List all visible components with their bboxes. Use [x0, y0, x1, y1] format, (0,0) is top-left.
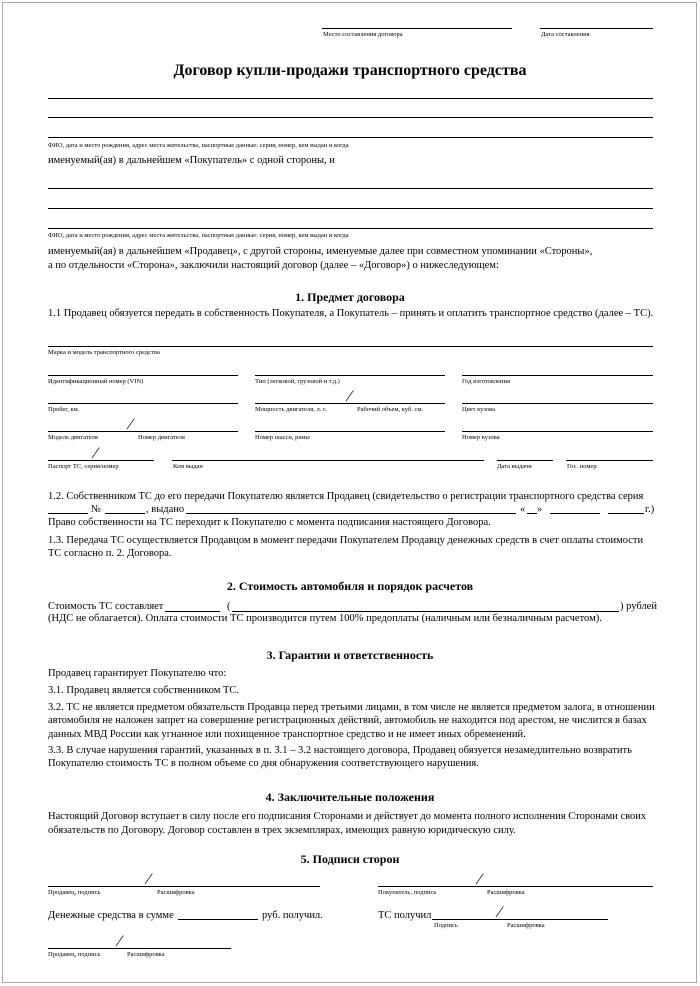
- sec3-p3-b: Покупателю стоимость ТС в полном объеме со дня обнаружения соответствующего нарушения.: [48, 758, 479, 769]
- vehicle-received-slash: /: [495, 904, 504, 921]
- seller-signature-slash-2: /: [115, 933, 124, 950]
- body-number-label: Номер кузова: [462, 434, 500, 441]
- issue-date-line[interactable]: [497, 460, 553, 461]
- buyer-signature-slash: /: [475, 871, 484, 888]
- place-line[interactable]: [322, 28, 512, 29]
- sec4-p-b: обязательств по Договору. Договор составлен в трех экземплярах, имеющих равную юридическую силу.: [48, 825, 516, 836]
- section-5-title: 5. Подписи сторон: [300, 852, 400, 866]
- sec4-p-a: Настоящий Договор вступает в силу после его подписания Сторонами и действует до момента полного исполнения Сторонами своих: [48, 811, 647, 822]
- cert-issued-label: , выдано: [146, 504, 185, 515]
- seller-signature-line-2[interactable]: [48, 948, 231, 949]
- page-title: Договор купли-продажи транспортного средства: [173, 62, 527, 79]
- sec3-intro: Продавец гарантирует Покупателю что:: [48, 668, 227, 679]
- seller-decode-label: Расшифровка: [157, 889, 195, 896]
- section-2-title: 2. Стоимость автомобиля и порядок расчетов: [226, 579, 474, 593]
- issued-by-line[interactable]: [172, 460, 484, 461]
- pts-line[interactable]: [48, 460, 154, 461]
- sec1-p1: 1.1 Продавец обязуется передать в собственность Покупателя, а Покупатель – принять и оплатить транспортное средство (далее – ТС).: [48, 308, 654, 319]
- engine-slash: /: [126, 416, 135, 433]
- type-line[interactable]: [255, 375, 445, 376]
- engine-line[interactable]: [48, 431, 238, 432]
- buyer-signature-line[interactable]: [378, 886, 653, 887]
- buyer-line-3[interactable]: [48, 137, 653, 138]
- cert-year-suffix: г.): [645, 504, 655, 515]
- seller-text-1: именуемый(ая) в дальнейшем «Продавец», с другой стороны, именуемые далее при совместном упоминании «Стороны»,: [48, 246, 593, 257]
- money-suffix: руб. получил.: [262, 910, 323, 921]
- chassis-label: Номер шасси, рамы: [255, 434, 310, 441]
- cert-no-label: №: [91, 504, 102, 515]
- color-line[interactable]: [462, 403, 653, 404]
- make-model-label: Марка и модель транспортного средства: [48, 349, 160, 356]
- sec3-p2-c: данных МВД России как угнанное или похищенное транспортное средство и не имеет иных обременений.: [48, 729, 526, 740]
- volume-label: Рабочий объем, куб. см.: [357, 406, 424, 413]
- cost-paren-open: (: [227, 601, 231, 612]
- cert-issuer-line[interactable]: [186, 513, 516, 514]
- money-amount-line[interactable]: [178, 919, 258, 920]
- year-line[interactable]: [462, 375, 653, 376]
- section-4-title: 4. Заключительные положения: [265, 790, 435, 804]
- buyer-decode-label: Расшифровка: [487, 889, 525, 896]
- cert-quote-open: «: [520, 504, 526, 515]
- seller-line-2[interactable]: [48, 208, 653, 209]
- pts-slash: /: [91, 445, 100, 462]
- color-label: Цвет кузова: [462, 406, 496, 413]
- vehicle-received-line[interactable]: [432, 919, 608, 920]
- engine-model-label: Модель двигателя: [48, 434, 98, 441]
- engine-number-label: Номер двигателя: [138, 434, 185, 441]
- vin-label: Идентификационный номер (VIN): [48, 378, 144, 385]
- buyer-line-1[interactable]: [48, 98, 653, 99]
- chassis-line[interactable]: [255, 431, 445, 432]
- sec3-p1: 3.1. Продавец является собственником ТС.: [48, 685, 240, 696]
- mileage-label: Пробег, км.: [48, 406, 80, 413]
- place-label: Место составления договора: [323, 31, 403, 38]
- party-caption-1: ФИО, дата и место рождения, адрес места жительства, паспортные данные: серия, номер, кем выдан и когда: [48, 142, 349, 149]
- seller-signature-slash: /: [144, 871, 153, 888]
- seller-text-2: а по отдельности «Сторона», заключили настоящий договор (далее – «Договор») о нижеследующем:: [48, 260, 499, 271]
- section-1-title: 1. Предмет договора: [295, 290, 405, 304]
- seller-line-3[interactable]: [48, 228, 653, 229]
- power-label: Мощность двигателя, л. с.: [255, 406, 328, 413]
- sec1-p2-a: 1.2. Собственником ТС до его передачи Покупателю является Продавец (свидетельство о регистрации транспортного средства серия: [48, 491, 644, 502]
- sec2-line2: (НДС не облагается). Оплата стоимости ТС производится путем 100% предоплаты (наличным или безналичным расчетом).: [48, 613, 602, 624]
- buyer-sig-label: Покупатель, подпись: [378, 889, 437, 896]
- mileage-line[interactable]: [48, 403, 238, 404]
- pts-label: Паспорт ТС, серия/номер: [48, 463, 119, 470]
- vehicle-sig-label: Подпись: [434, 922, 458, 929]
- cost-label: Стоимость ТС составляет: [48, 601, 164, 612]
- sec3-p2-a: 3.2. ТС не является предметом обязательств Продавца перед третьими лицами, в том числе не является предметом залога, в отношении: [48, 702, 655, 713]
- power-volume-slash: /: [345, 388, 354, 405]
- seller-sig-label-2: Продавец, подпись: [48, 951, 101, 958]
- cert-series-line[interactable]: [48, 513, 88, 514]
- vehicle-received-label: ТС получил: [378, 910, 432, 921]
- party-caption-2: ФИО, дата и место рождения, адрес места жительства, паспортные данные: серия, номер, кем выдан и когда: [48, 232, 349, 239]
- cert-month-line[interactable]: [550, 513, 600, 514]
- sec1-p3-a: 1.3. Передача ТС осуществляется Продавцом в момент передачи Покупателем Продавцу денежных средств в счет оплаты стоимости: [48, 535, 644, 546]
- issue-date-label: Дата выдачи: [497, 463, 532, 470]
- vehicle-decode-label: Расшифровка: [507, 922, 545, 929]
- date-line[interactable]: [540, 28, 653, 29]
- cert-year-line[interactable]: [608, 513, 644, 514]
- sec3-p2-b: автомобиля не наложен запрет на совершение регистрационных действий, автомобиль не находится под арестом, не числится в базах: [48, 715, 647, 726]
- plate-line[interactable]: [566, 460, 653, 461]
- seller-signature-line[interactable]: [48, 886, 320, 887]
- seller-sig-label: Продавец, подпись: [48, 889, 101, 896]
- cert-quote-close: »: [537, 504, 543, 515]
- cost-paren-close: ) рублей: [620, 601, 657, 612]
- money-label: Денежные средства в сумме: [48, 910, 174, 921]
- cert-number-line[interactable]: [105, 513, 145, 514]
- plate-label: Гос. номер: [567, 463, 597, 470]
- seller-decode-label-2: Расшифровка: [127, 951, 165, 958]
- year-label: Год изготовления: [462, 378, 510, 385]
- sec3-p3-a: 3.3. В случае нарушения гарантий, указанных в п. 3.1 – 3.2 настоящего договора, Продавец обязуется незамедлительно возвратить: [48, 745, 632, 756]
- vin-line[interactable]: [48, 375, 238, 376]
- section-3-title: 3. Гарантии и ответственность: [266, 648, 434, 662]
- sec1-p2-b: Право собственности на ТС переходит к Покупателю с момента подписания настоящего Договора.: [48, 517, 491, 528]
- date-label: Дата составления: [541, 31, 590, 38]
- buyer-text: именуемый(ая) в дальнейшем «Покупатель» с одной стороны, и: [48, 155, 335, 166]
- issued-by-label: Кем выдан: [173, 463, 203, 470]
- cert-day-line[interactable]: [527, 513, 537, 514]
- type-label: Тип (легковой, грузовой и т.д.): [255, 378, 340, 385]
- sec1-p3-b: ТС согласно п. 2. Договора.: [48, 548, 172, 559]
- body-number-line[interactable]: [462, 431, 653, 432]
- make-model-line[interactable]: [48, 346, 653, 347]
- seller-line-1[interactable]: [48, 188, 653, 189]
- buyer-line-2[interactable]: [48, 117, 653, 118]
